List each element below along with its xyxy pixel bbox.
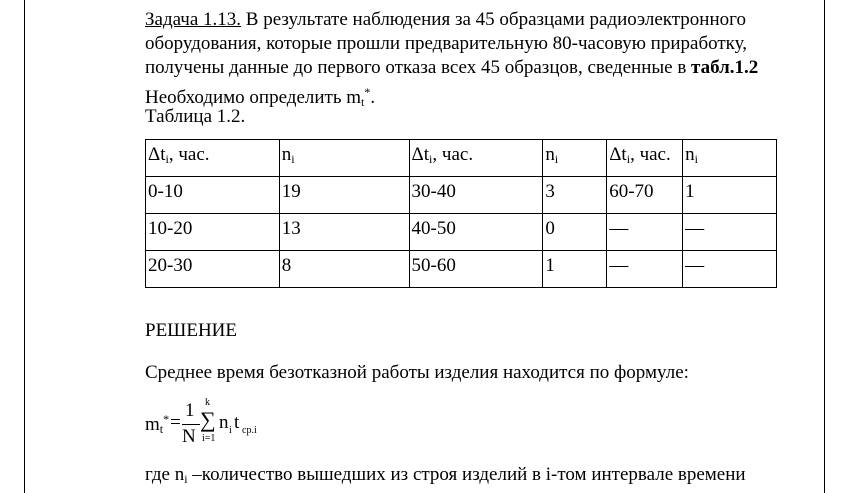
- table-cell: 20-30: [146, 251, 280, 288]
- table-cell: 0: [543, 214, 607, 251]
- table-row: [146, 251, 777, 288]
- table-cell: —: [607, 214, 683, 251]
- formula-equals: =: [170, 412, 181, 433]
- task-line-4-end: .: [370, 87, 376, 108]
- table-cell: 8: [279, 251, 409, 288]
- table-caption: Таблица 1.2.: [145, 106, 246, 127]
- page-border-right: [824, 0, 825, 493]
- header-cell: $n_i$: [543, 140, 607, 177]
- task-line-4: Необходимо определить m: [145, 87, 362, 108]
- header-cell: $\Delta t_i$, час.: [409, 140, 543, 177]
- table-cell: 13: [279, 214, 409, 251]
- task-line-1: В результате наблюдения за 45 образцами радиоэлектронного: [241, 9, 746, 30]
- solution-heading: РЕШЕНИЕ: [145, 320, 237, 341]
- where-clause: где $n_i$ –количество вышедших из строя изделий в i-том интервале времени: [145, 464, 746, 486]
- formula-fraction-bar: [182, 424, 200, 425]
- formula-sum-upper: k: [205, 397, 210, 408]
- table-cell: 0-10: [146, 177, 280, 214]
- formula-denominator: N: [182, 426, 196, 447]
- header-cell: $\Delta t_i$, час.: [607, 140, 683, 177]
- table-reference: табл.1.2: [691, 57, 759, 78]
- task-statement: [145, 8, 820, 114]
- table-cell: 60-70: [607, 177, 683, 214]
- table-cell: —: [607, 251, 683, 288]
- formula-n-sub: i: [229, 425, 232, 436]
- table-cell: 30-40: [409, 177, 543, 214]
- task-m-sup: *: [364, 85, 371, 99]
- table-cell: 50-60: [409, 251, 543, 288]
- table-header-row: [146, 140, 777, 177]
- formula-lhs: $m_t^*$: [145, 412, 170, 436]
- formula-n: n: [219, 412, 229, 433]
- header-cell: $\Delta t_i$, час.: [146, 140, 280, 177]
- formula-t-sub: ср.i: [242, 425, 257, 436]
- table-cell: —: [683, 214, 777, 251]
- header-cell: $n_i$: [279, 140, 409, 177]
- table-cell: 40-50: [409, 214, 543, 251]
- formula-sum-lower: i=1: [202, 433, 216, 444]
- task-m-sub: t: [361, 95, 365, 109]
- formula-t: t: [234, 412, 240, 433]
- mean-time-formula: [145, 397, 345, 447]
- task-label: Задача 1.13.: [145, 9, 242, 30]
- table-cell: 1: [683, 177, 777, 214]
- data-table: [145, 139, 777, 288]
- formula-numerator: 1: [185, 400, 195, 421]
- formula-sum-sign: ∑: [200, 407, 216, 432]
- table-row: [146, 177, 777, 214]
- task-line-3: получены данные до первого отказа всех 45 образцов, сведенные в: [145, 57, 692, 78]
- table-row: [146, 214, 777, 251]
- solution-description: Среднее время безотказной работы изделия находится по формуле:: [145, 362, 689, 383]
- table-cell: 19: [279, 177, 409, 214]
- table-cell: —: [683, 251, 777, 288]
- task-line-2: оборудования, которые прошли предварительную 80-часовую приработку,: [145, 33, 747, 54]
- table-cell: 10-20: [146, 214, 280, 251]
- table-cell: 3: [543, 177, 607, 214]
- page-border-left: [24, 0, 25, 493]
- header-cell: $n_i$: [683, 140, 777, 177]
- table-cell: 1: [543, 251, 607, 288]
